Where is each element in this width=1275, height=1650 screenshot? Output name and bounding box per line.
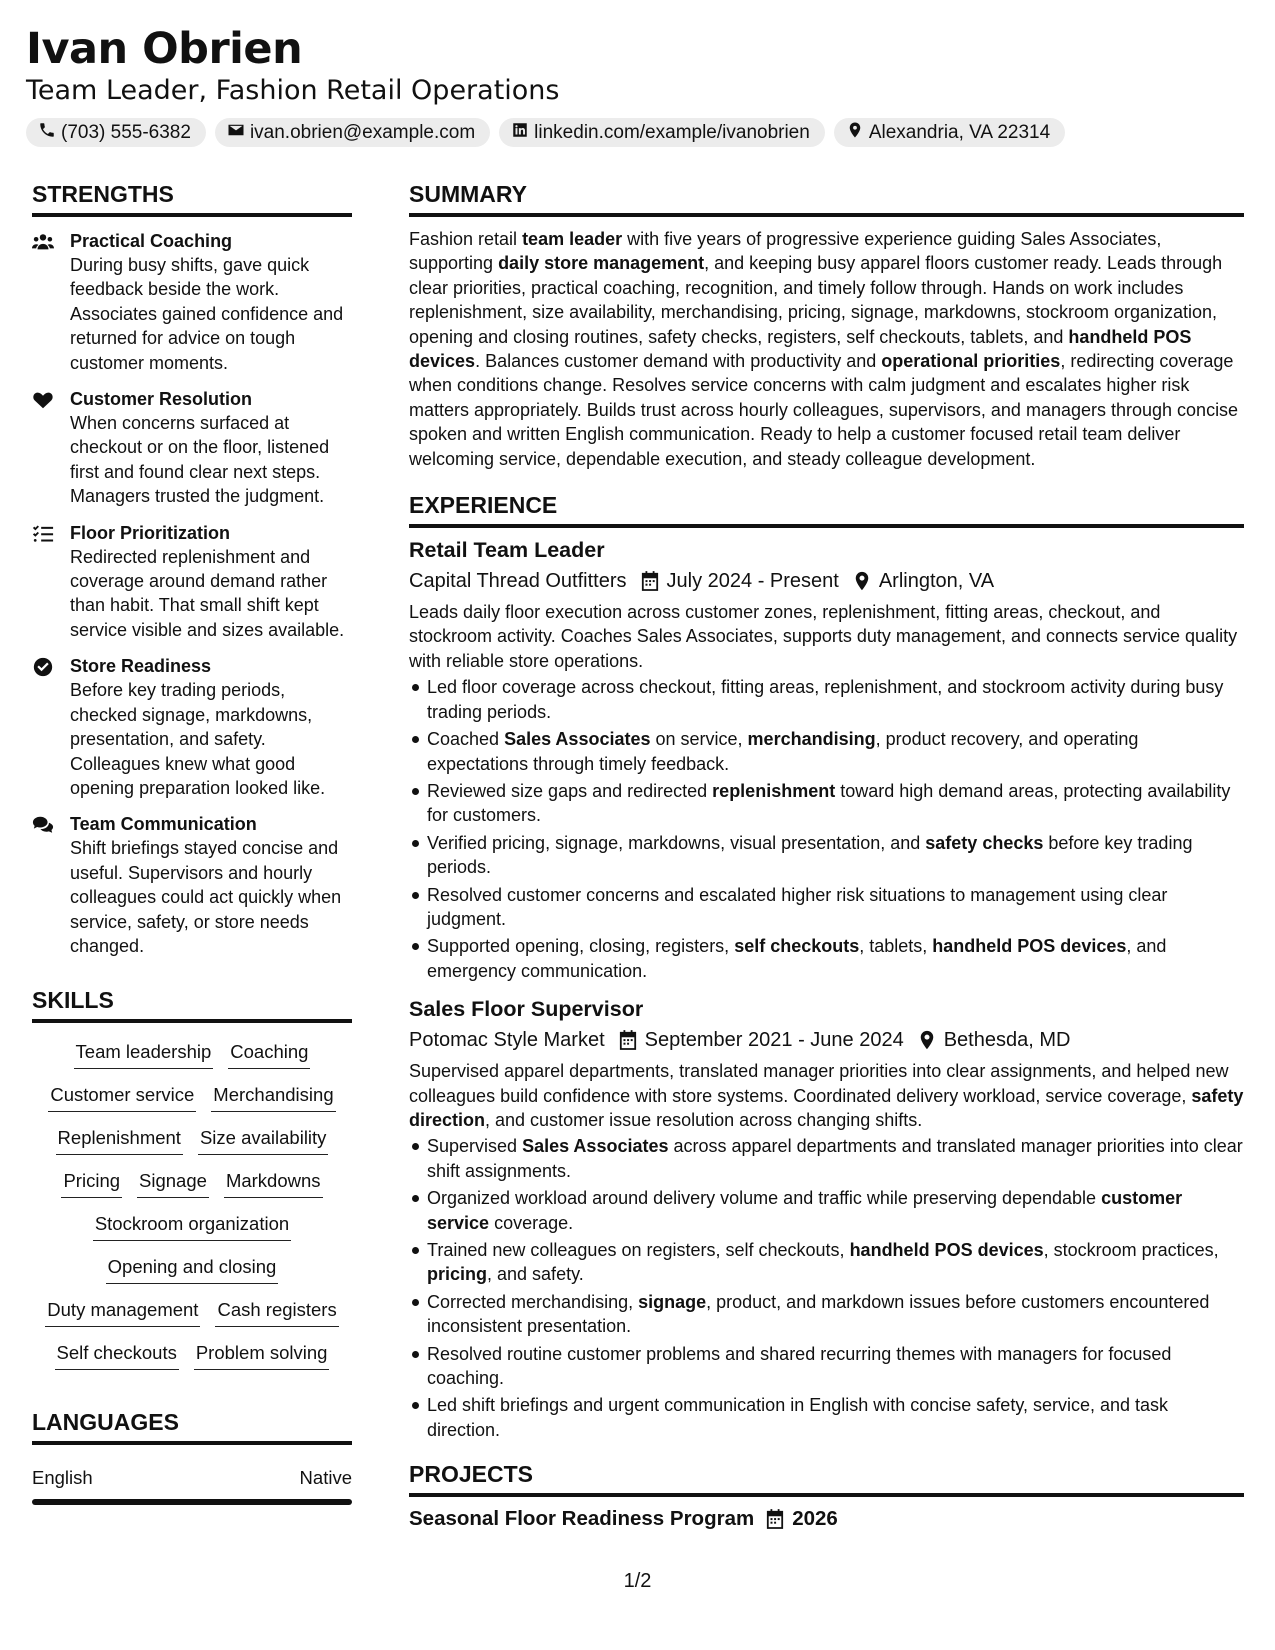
bullet-item: Reviewed size gaps and redirected replenishment toward high demand areas, protecting availability for customers.	[409, 779, 1244, 828]
map-pin-icon	[918, 1030, 936, 1050]
job-meta	[409, 567, 1244, 595]
resume-header	[26, 22, 1246, 147]
strength-desc: When concerns surfaced at checkout or on the floor, listened first and found clear next steps. Managers trusted the judgment.	[70, 413, 330, 507]
strength-item	[32, 654, 352, 800]
calendar-icon	[619, 1030, 637, 1050]
strength-name: Floor Prioritization	[70, 522, 230, 543]
strength-item	[32, 812, 352, 958]
heart-icon	[32, 390, 54, 412]
phone-icon	[38, 121, 56, 145]
project-date: 2026	[792, 1507, 838, 1531]
candidate-title: Team Leader, Fashion Retail Operations	[26, 75, 560, 106]
experience-section	[409, 489, 1244, 1442]
skill-tag: Self checkouts	[55, 1340, 179, 1370]
language-row	[32, 1467, 352, 1489]
strength-desc: Shift briefings stayed concise and useful. Supervisors and hourly colleagues could act quickly when service, safety, or store needs changed.	[70, 838, 342, 956]
bullet-item: Organized workload around delivery volume and traffic while preserving dependable customer service coverage.	[409, 1186, 1244, 1235]
skills-list	[32, 1039, 352, 1370]
skill-tag: Size availability	[198, 1125, 328, 1155]
calendar-icon	[766, 1509, 784, 1529]
email-text: ivan.obrien@example.com	[249, 121, 476, 143]
languages-heading: LANGUAGES	[32, 1406, 352, 1445]
bullet-item: Led shift briefings and urgent communication in English with concise safety, service, and task direction.	[409, 1393, 1244, 1442]
users-icon	[32, 232, 54, 254]
job-description: Leads daily floor execution across customer zones, replenishment, fitting areas, checkout, and stockroom activity. Coaches Sales Associates, supports duty management, and connects service quality with reliable store operations.	[409, 602, 1238, 671]
list-check-icon	[32, 524, 54, 546]
project-entry	[409, 1507, 1244, 1531]
left-column	[32, 178, 352, 1505]
phone-text: (703) 555-6382	[61, 121, 191, 143]
location-text: Alexandria, VA 22314	[868, 121, 1051, 143]
skill-tag: Cash registers	[215, 1297, 338, 1327]
job-dates: September 2021 - June 2024	[644, 1029, 904, 1052]
envelope-icon	[227, 121, 245, 145]
skill-tag: Opening and closing	[106, 1254, 279, 1284]
company-name: Potomac Style Market	[409, 1029, 605, 1052]
job-bullets	[409, 675, 1244, 983]
experience-heading: EXPERIENCE	[409, 489, 1244, 528]
job-location: Bethesda, MD	[943, 1029, 1071, 1052]
strength-item	[32, 387, 352, 509]
contact-email[interactable]	[215, 118, 490, 147]
job-title: Retail Team Leader	[409, 538, 605, 563]
skills-heading: SKILLS	[32, 984, 352, 1023]
summary-text: Fashion retail team leader with five years of progressive experience guiding Sales Associates, supporting daily store management, and keeping busy apparel floors customer ready. Leads through clear priorities, practical coaching, recognition, and timely follow through. Hands on work includes replenishment, size availability, merchandising, pricing, signage, markdowns, stockroom organization, opening and closing routines, safety checks, registers, self checkouts, tablets, and handheld POS devices. Balances customer demand with productivity and operational priorities, redirecting coverage when conditions change. Resolves service concerns with calm judgment and escalates higher risk matters appropriately. Builds trust across hourly colleagues, supervisors, and managers through concise spoken and written English communication. Ready to help a customer focused retail team deliver welcoming service, dependable execution, and steady colleague development.	[409, 229, 1239, 469]
contact-bar	[26, 118, 1246, 147]
skill-tag: Coaching	[228, 1039, 310, 1069]
contact-linkedin[interactable]	[499, 118, 825, 147]
job-meta	[409, 1026, 1244, 1054]
strength-item	[32, 521, 352, 643]
language-name: English	[32, 1467, 93, 1489]
linkedin-icon	[511, 121, 529, 145]
skill-tag: Stockroom organization	[93, 1211, 291, 1241]
job-title: Sales Floor Supervisor	[409, 997, 644, 1022]
bullet-item: Supported opening, closing, registers, self checkouts, tablets, handheld POS devices, and emergency communication.	[409, 934, 1244, 983]
map-pin-icon	[846, 121, 864, 145]
page-number: 1/2	[623, 1570, 652, 1592]
bullet-item: Resolved routine customer problems and shared recurring themes with managers for focused coaching.	[409, 1342, 1244, 1391]
strength-name: Customer Resolution	[70, 389, 253, 410]
calendar-icon	[641, 571, 659, 591]
bullet-item: Verified pricing, signage, markdowns, visual presentation, and safety checks before key trading periods.	[409, 831, 1244, 880]
job-dates: July 2024 - Present	[666, 570, 839, 593]
projects-heading: PROJECTS	[409, 1458, 1244, 1497]
strength-desc: Before key trading periods, checked signage, markdowns, presentation, and safety. Colleagues knew what good opening preparation looked like.	[70, 680, 326, 798]
job-location: Arlington, VA	[878, 570, 995, 593]
job-entry	[409, 536, 1244, 983]
language-level-bar	[32, 1499, 352, 1505]
skill-tag: Signage	[137, 1168, 209, 1198]
bullet-item: Supervised Sales Associates across apparel departments and translated manager priorities into clear shift assignments.	[409, 1134, 1244, 1183]
project-name: Seasonal Floor Readiness Program	[409, 1507, 755, 1531]
strengths-heading: STRENGTHS	[32, 178, 352, 217]
bullet-item: Coached Sales Associates on service, merchandising, product recovery, and operating expectations through timely feedback.	[409, 727, 1244, 776]
bullet-item: Trained new colleagues on registers, self checkouts, handheld POS devices, stockroom practices, pricing, and safety.	[409, 1238, 1244, 1287]
linkedin-text: linkedin.com/example/ivanobrien	[534, 121, 810, 143]
skill-tag: Markdowns	[224, 1168, 323, 1198]
right-column	[409, 178, 1244, 1531]
strength-name: Team Communication	[70, 814, 257, 835]
bullet-item: Resolved customer concerns and escalated higher risk situations to management using clear judgment.	[409, 883, 1244, 932]
strength-name: Store Readiness	[70, 656, 212, 677]
bullet-item: Led floor coverage across checkout, fitting areas, replenishment, and stockroom activity during busy trading periods.	[409, 675, 1244, 724]
skill-tag: Team leadership	[74, 1039, 214, 1069]
summary-heading: SUMMARY	[409, 178, 1244, 217]
job-bullets	[409, 1134, 1244, 1442]
strength-name: Practical Coaching	[70, 231, 233, 251]
strength-desc: During busy shifts, gave quick feedback beside the work. Associates gained confidence and returned for advice on tough customer moments.	[70, 255, 344, 373]
skill-tag: Replenishment	[56, 1125, 183, 1155]
job-description: Supervised apparel departments, translated manager priorities into clear assignments, and helped new colleagues build confidence with store systems. Coordinated delivery workload, service coverage, safety direction, and customer issue resolution across changing shifts.	[409, 1061, 1244, 1130]
job-entry	[409, 995, 1244, 1442]
skill-tag: Duty management	[45, 1297, 200, 1327]
language-level: Native	[299, 1467, 352, 1489]
map-pin-icon	[853, 571, 871, 591]
comments-icon	[32, 815, 54, 837]
company-name: Capital Thread Outfitters	[409, 570, 627, 593]
skill-tag: Customer service	[48, 1082, 196, 1112]
strength-desc: Redirected replenishment and coverage around demand rather than habit. That small shift kept service visible and sizes available.	[70, 546, 345, 640]
skill-tag: Merchandising	[211, 1082, 335, 1112]
contact-location	[834, 118, 1065, 147]
candidate-name: Ivan Obrien	[26, 24, 303, 74]
check-circle-icon	[32, 657, 54, 679]
strength-item	[32, 229, 352, 375]
skill-tag: Pricing	[61, 1168, 122, 1198]
skill-tag: Problem solving	[194, 1340, 330, 1370]
bullet-item: Corrected merchandising, signage, product, and markdown issues before customers encountered inconsistent presentation.	[409, 1290, 1244, 1339]
contact-phone[interactable]	[26, 118, 206, 147]
